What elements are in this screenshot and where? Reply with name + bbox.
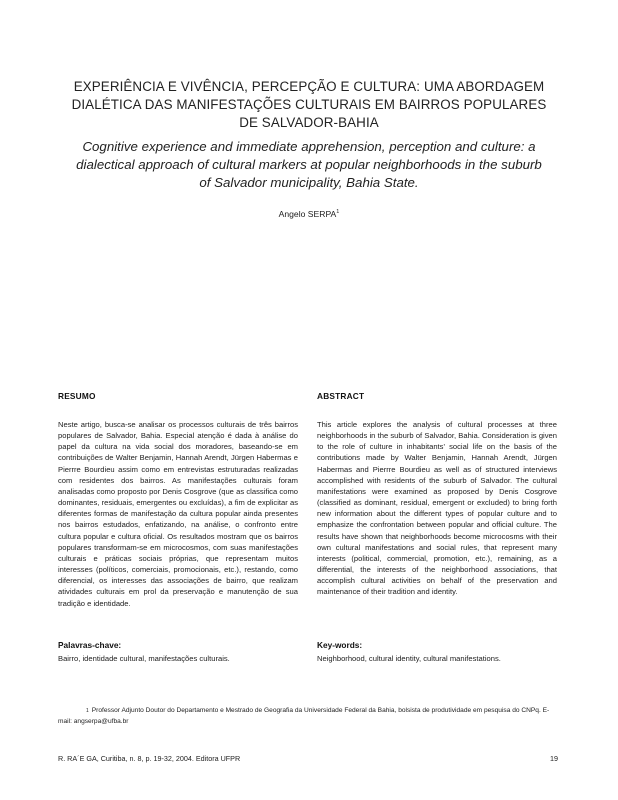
abstract-heading: ABSTRACT: [317, 391, 365, 401]
keywords-en-heading: Key-words:: [317, 640, 363, 650]
resumo-text: Neste artigo, busca-se analisar os processos culturais de três bairros populares de Salvador, Bahia. Especial atenção é dada à análise do papel da cultura na vida social dos moradores, baseando-se em contribuições de Walter Benjamin, Hannah Arendt, Jürgen Habermas e Pierrre Bourdieu assim como em entrevistas estruturadas realizadas com residentes dos bairros. As manifestações culturais foram analisadas como proposto por Denis Cosgrove (que as classifica como dominantes, residuais, emergentes ou excluídas), a fim de explicitar as diferentes formas de manifestação da cultura popular ainda presentes nos bairros estudados, enfatizando, na análise, o confronto entre cultura popular e cultura oficial. Os resultados mostram que os bairros populares transformam-se em microcosmos, com suas manifestações culturais e práticas sociais próprias, que representam muitos interesses (políticos, comerciais, promocionais, etc.), restando, como diferencial, os interesses das associações de bairro, que realizam atividades culturais em prol da preservação e manutenção de sua tradição e identidade.: [58, 420, 298, 608]
author-line: [0, 209, 618, 219]
footnote: [58, 706, 558, 727]
title-en-line-2: dialectical approach of cultural markers at popular neighborhoods in the suburb: [76, 157, 542, 172]
title-portuguese: [40, 78, 578, 132]
keywords-pt-heading: Palavras-chave:: [58, 640, 122, 650]
title-pt-line-1: EXPERIÊNCIA E VIVÊNCIA, PERCEPÇÃO E CULTURA: UMA ABORDAGEM: [73, 79, 545, 94]
author-name: Angelo SERPA: [278, 209, 337, 219]
abstract-column: [317, 391, 557, 598]
resumo-heading: RESUMO: [58, 391, 96, 401]
keywords-pt-text: Bairro, identidade cultural, manifestações culturais.: [58, 654, 230, 663]
keywords-en-text: Neighborhood, cultural identity, cultural manifestations.: [317, 654, 501, 663]
footnote-text: Professor Adjunto Doutor do Departamento e Mestrado de Geografia da Universidade Federal da Bahia, bolsista de produtividade em pesquisa do CNPq. E-mail: angserpa@ufba.br: [58, 707, 550, 725]
abstract-text: This article explores the analysis of cultural processes at three neighborhoods in the suburb of Salvador, Bahia. Consideration is given to the role of culture in inhabitants' social life on the basis of the contributions made by Walter Benjamin, Hannah Arendt, Jürgen Habermas and Pierrre Bourdieu as well as of structured interviews accomplished with residents of the suburb of Salvador. The cultural manifestations were examined as proposed by Denis Cosgrove (classified as dominant, residual, emergent or excluded) to bring forth new information about the different types of popular culture and to emphasize the confrontation between popular and official culture. The results have shown that neighborhoods become microcosms with their own cultural manifestations and social rules, that represent many interests (political, commercial, promotion, etc.), remaining, as a differential, the interests of the neighborhood associations, that accomplish cultural activities on behalf of the preservation and maintenance of their tradition and identity.: [317, 420, 557, 597]
title-pt-line-3: DE SALVADOR-BAHIA: [239, 115, 379, 130]
title-en-line-3: of Salvador municipality, Bahia State.: [199, 175, 419, 190]
title-pt-line-2: DIALÉTICA DAS MANIFESTAÇÕES CULTURAIS EM BAIRROS POPULARES: [71, 97, 547, 112]
title-en-line-1: Cognitive experience and immediate apprehension, perception and culture: a: [82, 139, 536, 154]
footnote-mark: 1: [86, 708, 89, 714]
author-footnote-mark: 1: [336, 209, 340, 216]
page-number: 19: [550, 754, 558, 763]
title-english: [40, 138, 578, 192]
resumo-column: [58, 391, 298, 609]
footer-citation: R. RA´E GA, Curitiba, n. 8, p. 19-32, 2004. Editora UFPR: [58, 754, 241, 763]
title-block: [40, 78, 578, 192]
